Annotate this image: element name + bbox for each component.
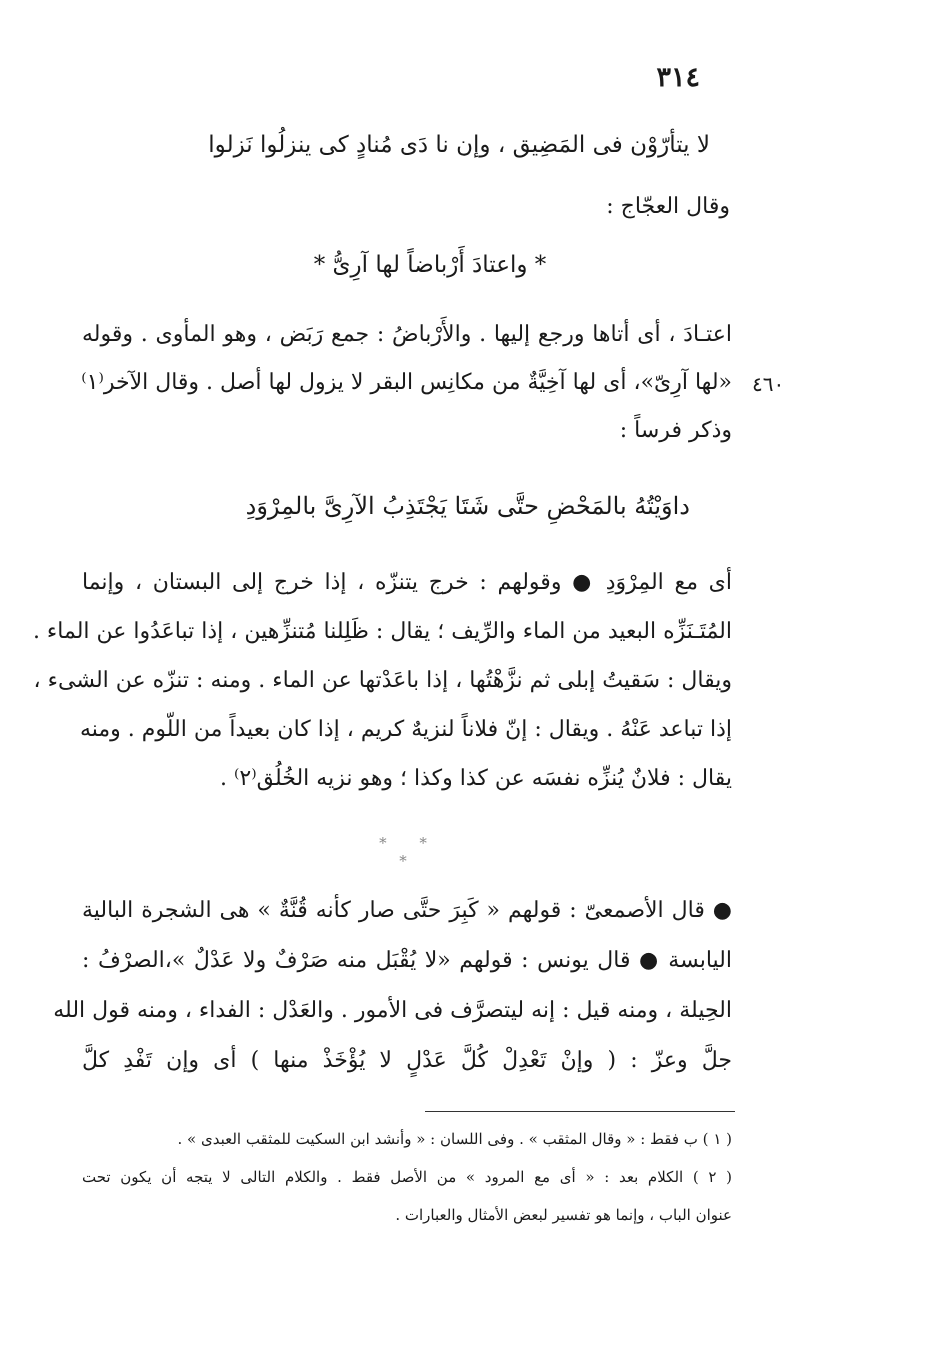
footnote: ( ١ ) ب فقط : « وقال المثقب » . وفى اللسان : « وأنشد ابن السكيت للمثقب العبدى » . xyxy=(177,1130,732,1148)
footnote: عنوان الباب ، وإنما هو تفسير لبعض الأمثال والعبارات . xyxy=(395,1206,732,1224)
paragraph-line: وذكر فرساً : xyxy=(619,418,732,443)
paragraph-line: ● قال الأصمعىّ : قولهم « كَبِرَ حتَّى صار كأنه قُنَّةٌ » هى الشجرة البالية xyxy=(82,898,732,923)
margin-line-number: ٤٦٠ xyxy=(752,372,785,396)
footnote-rule xyxy=(425,1111,735,1112)
intro-line: وقال العجّاج : xyxy=(606,194,730,219)
paragraph-line: أى مع المِرْوَدِ ● وقولهم : خرج يتنزّه ، إذا خرج إلى البستان ، وإنما xyxy=(82,570,732,595)
verse-line: داوَيْتُهُ بالمَحْضِ حتَّى شَتَا يَجْتَذِبُ الآرِىَّ بالمِرْوَدِ xyxy=(245,492,690,520)
verse-line: * واعتادَ أَرْباضاً لها آرِىُّ * xyxy=(313,252,547,278)
verse-line: لا يتأرّوْن فى المَضِيق ، وإن نا دَى مُنادٍ كى ينزلُوا نَزلوا xyxy=(208,132,710,158)
paragraph-line: المُتَـنَزِّه البعيد من الماء والرِّيف ؛ يقال : ظَلِلنا مُتنزِّهين ، إذا تباعَدُوا عن الماء . xyxy=(32,619,732,644)
paragraph-line: اعتـادَ ، أى أتاها ورجع إليها . والأَرْباضُ : جمع رَبَض ، وهو المأوى . وقوله xyxy=(82,322,732,347)
footnote: ( ٢ ) الكلام بعد : « أى مع المرود » من الأصل فقط . والكلام التالى لا يتجه أن يكون تحت xyxy=(82,1168,733,1186)
page-number: ٣١٤ xyxy=(656,62,700,93)
paragraph-line: اليابسة ● قال يونس : قولهم «لا يُقْبَل منه صَرْفٌ ولا عَدْلٌ »،الصرْفُ : xyxy=(82,948,732,973)
paragraph-line: ويقال : سَقيتُ إبلى ثم نزَّهْتُها ، إذا باعَدْتها عن الماء . ومنه : تنزّه عن الشىء ، xyxy=(33,668,732,693)
paragraph-line: جلَّ وعزّ : ( وإنْ تَعْدِلْ كُلَّ عَدْلٍ لا يُؤْخَذْ منها ) أى وإن تَفْدِ كلَّ xyxy=(82,1048,732,1073)
section-separator: * * * xyxy=(379,834,441,870)
paragraph-line: الحِيلة ، ومنه قيل : إنه ليتصرَّف فى الأمور . والعَدْل : الفداء ، ومنه قول الله xyxy=(53,998,732,1023)
paragraph-line: يقال : فلانٌ يُنزِّه نفسَه عن كذا وكذا ؛ وهو نزيه الخُلُق⁽٢⁾ . xyxy=(220,766,732,791)
paragraph-line: «لها آرِىّ»، أى لها آخِيَّةٌ من مكانِس البقر لا يزول لها أصل . وقال الآخر⁽١⁾ xyxy=(81,370,732,395)
paragraph-line: إذا تباعد عَنْهُ . ويقال : إنّ فلاناً لنزيهٌ كريم ، إذا كان بعيداً من اللّوم . ومنه xyxy=(79,717,732,742)
